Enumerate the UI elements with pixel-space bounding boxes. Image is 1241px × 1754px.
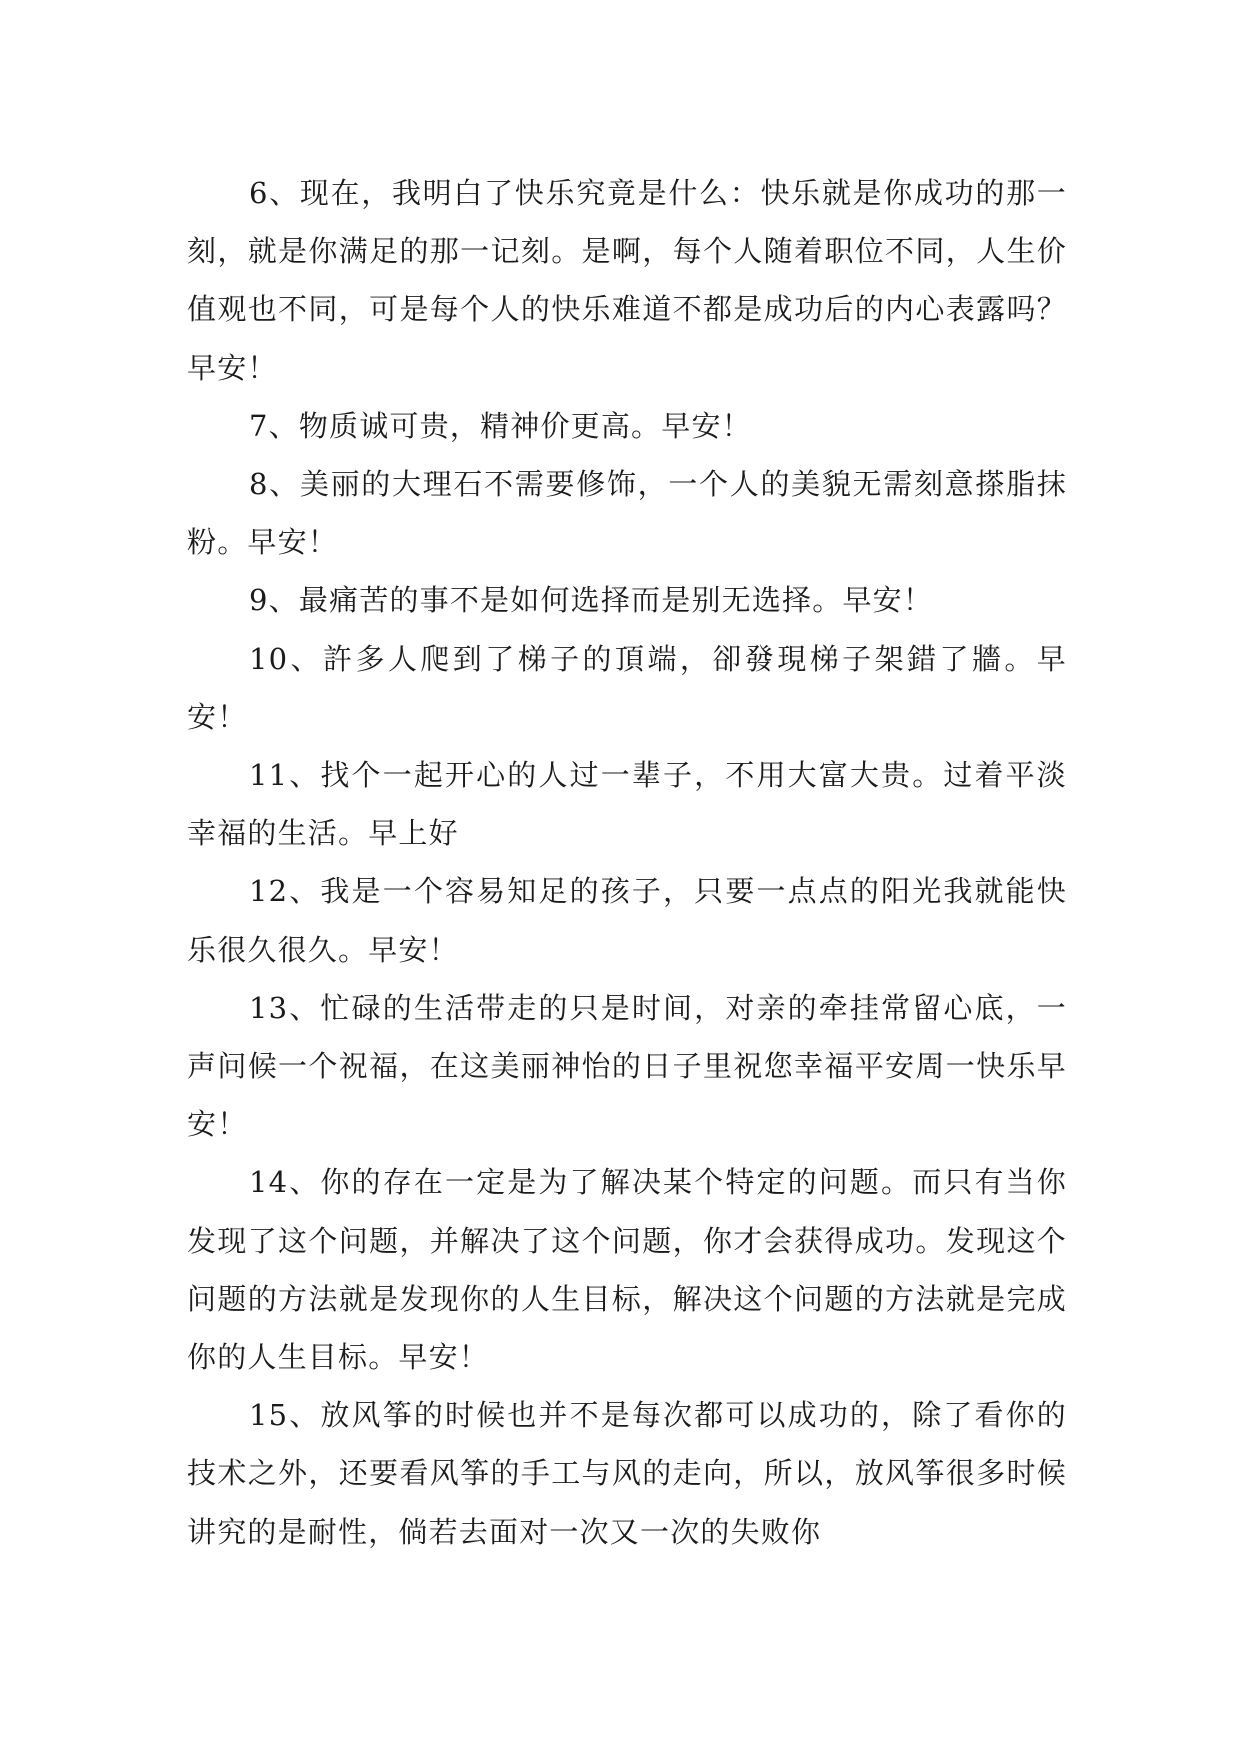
paragraph-12: 12、我是一个容易知足的孩子，只要一点点的阳光我就能快乐很久很久。早安！ [187,874,1067,967]
paragraph-10: 10、許多人爬到了梯子的頂端，卻發現梯子架錯了牆。早安！ [187,641,1067,734]
paragraph-15: 15、放风筝的时候也并不是每次都可以成功的，除了看你的技术之外，还要看风筝的手工与风的走向，所以，放风筝很多时候讲究的是耐性，倘若去面对一次又一次的失败你 [187,1398,1067,1549]
paragraph-7: 7、物质诚可贵，精神价更高。早安！ [249,408,752,443]
paragraph-13: 13、忙碌的生活带走的只是时间，对亲的牵挂常留心底，一声问候一个祝福，在这美丽神怡的日子里祝您幸福平安周一快乐早安！ [187,990,1067,1142]
paragraph-8: 8、美丽的大理石不需要修饰，一个人的美貌无需刻意搽脂抹粉。早安！ [187,467,1067,560]
paragraph-14: 14、你的存在一定是为了解决某个特定的问题。而只有当你发现了这个问题，并解决了这个问题，你才会获得成功。发现这个问题的方法就是发现你的人生目标，解决这个问题的方法就是完成你的人生目标。早安！ [187,1165,1067,1375]
paragraph-9: 9、最痛苦的事不是如何选择而是别无选择。早安！ [249,583,934,618]
paragraph-11: 11、找个一起开心的人过一辈子，不用大富大贵。过着平淡幸福的生活。早上好 [187,758,1067,851]
paragraph-6: 6、现在，我明白了快乐究竟是什么：快乐就是你成功的那一刻，就是你满足的那一记刻。是啊，每个人随着职位不同，人生价值观也不同，可是每个人的快乐难道不都是成功后的内心表露吗？早安！ [187,176,1067,385]
document-body [187,164,1067,1561]
